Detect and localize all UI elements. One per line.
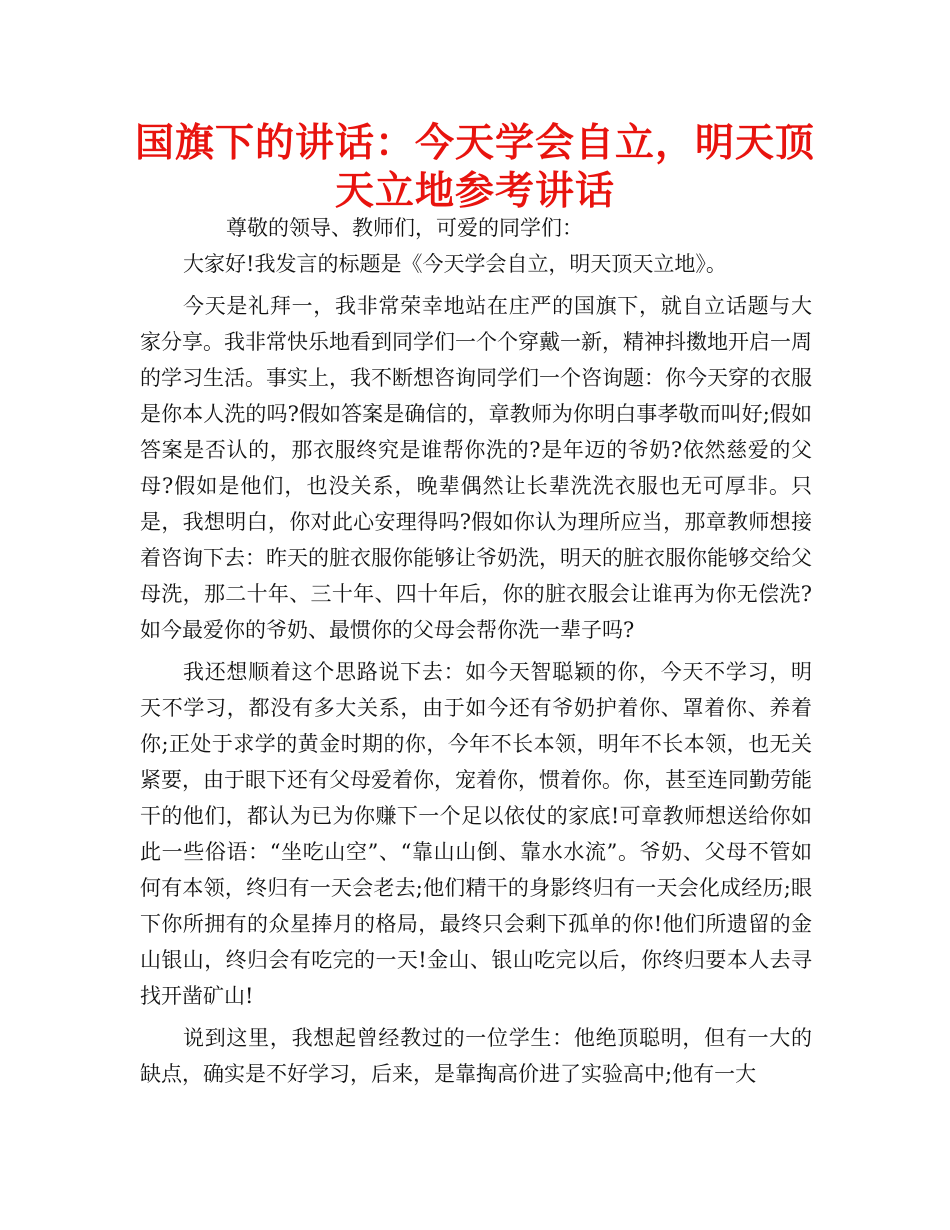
paragraph-self-reliance: 我还想顺着这个思路说下去：如今天智聪颖的你，今天不学习，明天不学习，都没有多大关系，由于如今还有爷奶护着你、罩着你、养着你;正处于求学的黄金时期的你，今年不长本领，明年不长本领，也无关紧要，由于眼下还有父母爱着你，宠着你，惯着你。你，甚至连同勤劳能干的他们，都认为已为你赚下一个足以依仗的家底!可章教师想送给你如此一些俗语：“坐吃山空”、“靠山山倒、靠水水流”。爷奶、父母不管如何有本领，终归有一天会老去;他们精干的身影终归有一天会化成经历;眼下你所拥有的众星捧月的格局，最终只会剩下孤单的你!他们所遗留的金山银山，终归会有吃完的一天!金山、银山吃完以后，你终归要本人去寻找开凿矿山! — [140, 660, 812, 1008]
document-body — [140, 210, 812, 1092]
paragraph-laundry: 今天是礼拜一，我非常荣幸地站在庄严的国旗下，就自立话题与大家分享。我非常快乐地看到同学们一个个穿戴一新，精神抖擞地开启一周的学习生活。事实上，我不断想咨询同学们一个咨询题：你今天穿的衣服是你本人洗的吗?假如答案是确信的，章教师为你明白事孝敬而叫好;假如答案是否认的，那衣服终究是谁帮你洗的?是年迈的爷奶?依然慈爱的父母?假如是他们，也没关系，晚辈偶然让长辈洗洗衣服也无可厚非。只是，我想明白，你对此心安理得吗?假如你认为理所应当，那章教师想接着咨询下去：昨天的脏衣服你能够让爷奶洗，明天的脏衣服你能够交给父母洗，那二十年、三十年、四十年后，你的脏衣服会让谁再为你无偿洗?如今最爱你的爷奶、最惯你的父母会帮你洗一辈子吗? — [140, 294, 812, 642]
paragraph-student-story: 说到这里，我想起曾经教过的一位学生：他绝顶聪明，但有一大的缺点，确实是不好学习，后来，是靠掏高价进了实验高中;他有一大 — [140, 1026, 812, 1086]
document-title: 国旗下的讲话：今天学会自立，明天顶天立地参考讲话 — [134, 121, 815, 214]
salutation: 尊敬的领导、教师们，可爱的同学们： — [226, 216, 583, 240]
paragraph-greeting: 大家好!我发言的标题是《今天学会自立，明天顶天立地》。 — [183, 252, 727, 276]
